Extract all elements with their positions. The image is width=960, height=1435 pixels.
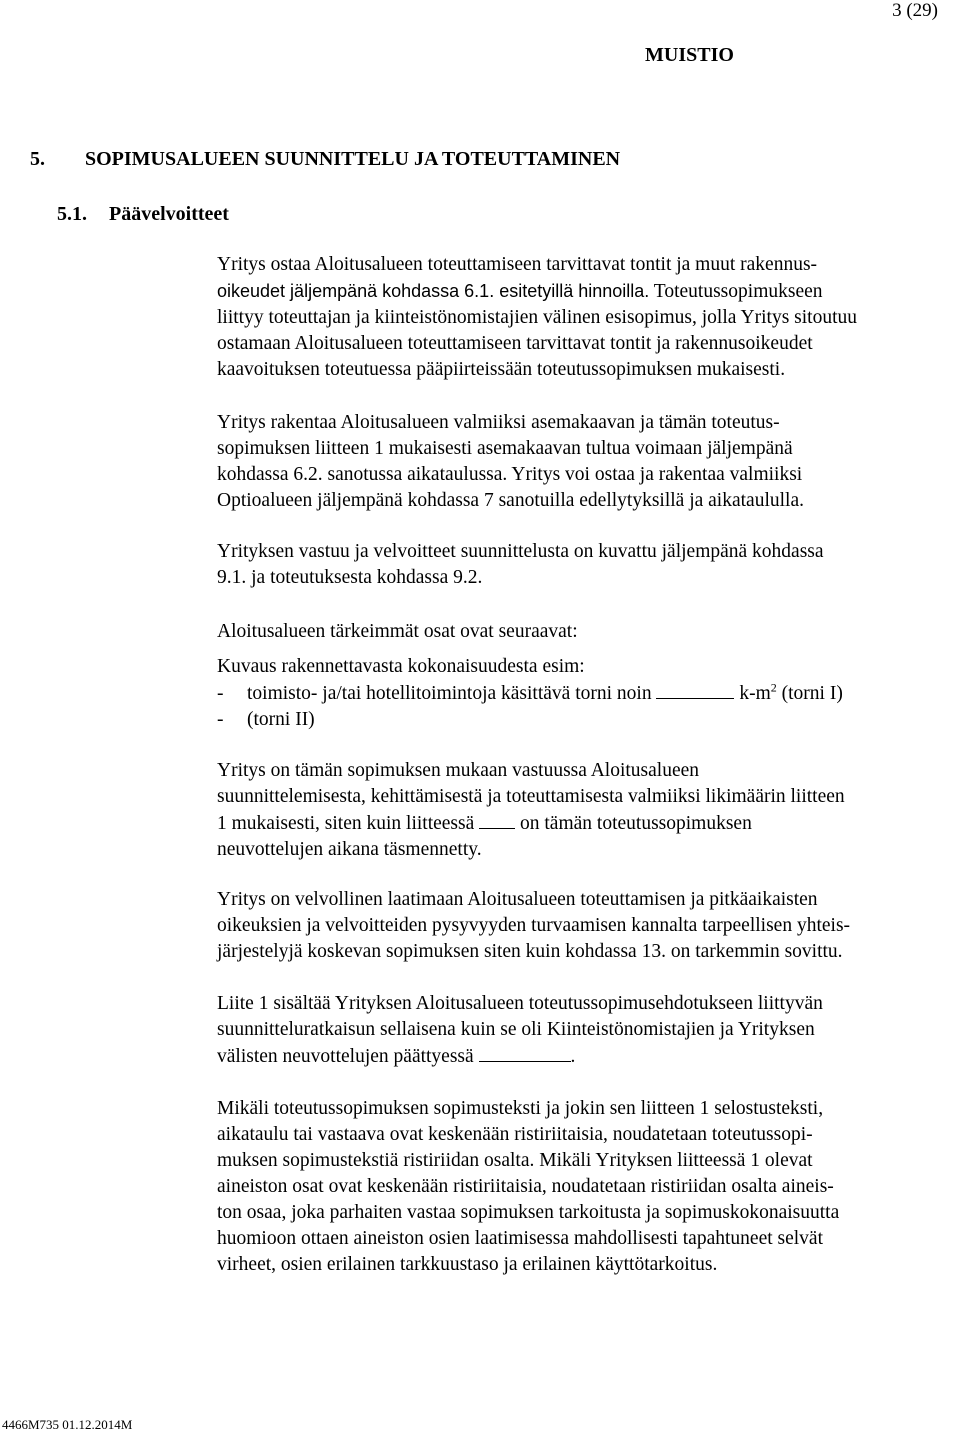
text-line: Optioalueen jäljempänä kohdassa 7 sanotuilla edellytyksillä ja aikataululla. <box>217 490 804 511</box>
blank-field <box>656 680 734 699</box>
footer-doc-id: 4466M735 01.12.2014M <box>2 1417 133 1432</box>
blank-field <box>479 1043 571 1062</box>
text-line: Yrityksen vastuu ja velvoitteet suunnittelusta on kuvattu jäljempänä kohdassa <box>217 541 824 562</box>
paragraph-5 <box>217 654 843 733</box>
text-line: Yritys rakentaa Aloitusalueen valmiiksi asemakaavan ja tämän toteutus- <box>217 412 780 433</box>
list-item <box>217 680 843 707</box>
list-item-text: toimisto- ja/tai hotellitoimintoja käsittävä torni noin <box>247 683 652 704</box>
text-line: muksen sopimustekstiä ristiriidan osalta. Mikäli Yrityksen liitteessä 1 olevat <box>217 1150 813 1171</box>
paragraph-1 <box>217 252 857 383</box>
text-line: liittyy toteuttajan ja kiinteistönomistajien välinen esisopimus, jolla Yritys sitoutuu <box>217 307 858 328</box>
text-fragment: välisten neuvottelujen päättyessä <box>217 1046 474 1067</box>
paragraph-6 <box>217 758 845 863</box>
text-line: virheet, osien erilainen tarkkuustaso ja erilainen käyttötarkoitus. <box>217 1254 718 1275</box>
paragraph-3 <box>217 539 824 591</box>
text-line: Yritys on velvollinen laatimaan Aloitusalueen toteuttamisen ja pitkäaikaisten <box>217 889 818 910</box>
section-title: SOPIMUSALUEEN SUUNNITTELU JA TOTEUTTAMINEN <box>85 148 621 170</box>
text-line: huomioon ottaen aineiston osien laatimisessa mahdollisesti tapahtuneet selvät <box>217 1228 823 1249</box>
text-line: Yritys ostaa Aloitusalueen toteuttamiseen tarvittavat tontit ja muut rakennus- <box>217 254 818 275</box>
list-item-tail: (torni I) <box>781 683 843 704</box>
text-line: Liite 1 sisältää Yrityksen Aloitusalueen toteutussopimusehdotukseen liittyvän <box>217 993 823 1014</box>
text-line: neuvottelujen aikana täsmennetty. <box>217 839 482 860</box>
paragraph-9 <box>217 1096 839 1278</box>
text-line: Kuvaus rakennettavasta kokonaisuudesta esim: <box>217 656 585 677</box>
text-line: järjestelyjä koskevan sopimuksen siten kuin kohdassa 13. on tarkemmin sovittu. <box>217 941 843 962</box>
page-number: 3 (29) <box>892 0 938 21</box>
text-line <box>217 1043 823 1070</box>
subsection-title: Päävelvoitteet <box>109 203 229 225</box>
section-number: 5. <box>30 148 45 170</box>
text-fragment: on tämän toteutussopimuksen <box>520 813 752 834</box>
text-line: oikeuksien ja velvoitteiden pysyvyyden turvaamisen kannalta tarpeellisen yhteis- <box>217 915 851 936</box>
text-line: kohdassa 6.2. sanotussa aikataulussa. Yritys voi ostaa ja rakentaa valmiiksi <box>217 464 803 485</box>
subsection-number: 5.1. <box>57 203 87 225</box>
text-line: aikataulu tai vastaava ovat keskenään ristiriitaisia, noudatetaan toteutussopi- <box>217 1124 813 1145</box>
paragraph-7 <box>217 887 850 965</box>
list-dash: - <box>217 683 224 704</box>
text-line: Mikäli toteutussopimuksen sopimusteksti ja jokin sen liitteen 1 selostusteksti, <box>217 1098 824 1119</box>
text-line: ton osaa, joka parhaiten vastaa sopimuksen tarkoitusta ja sopimuskokonaisuutta <box>217 1202 840 1223</box>
text-line <box>217 278 857 305</box>
text-fragment: 1 mukaisesti, siten kuin liitteessä <box>217 813 475 834</box>
list-item <box>217 707 843 733</box>
text-line: aineiston osat ovat keskenään ristiriitaisia, noudatetaan ristiriidan osalta aineis- <box>217 1176 834 1197</box>
paragraph-4 <box>217 619 578 645</box>
text-line: suunnittelemisesta, kehittämisestä ja toteuttamisesta valmiiksi likimäärin liitteen <box>217 786 845 807</box>
unit-label: k-m <box>739 683 771 704</box>
text-fragment: Toteutussopimukseen <box>649 281 823 302</box>
text-line: Yritys on tämän sopimuksen mukaan vastuussa Aloitusalueen <box>217 760 700 781</box>
text-line: suunnitteluratkaisun sellaisena kuin se oli Kiinteistönomistajien ja Yrityksen <box>217 1019 815 1040</box>
text-fragment: . <box>570 1046 576 1067</box>
section-heading <box>30 148 620 171</box>
unit-superscript: 2 <box>770 680 777 695</box>
text-line: 9.1. ja toteutuksesta kohdassa 9.2. <box>217 567 483 588</box>
text-line: Aloitusalueen tärkeimmät osat ovat seuraavat: <box>217 621 578 642</box>
paragraph-8 <box>217 991 823 1070</box>
text-line: ostamaan Aloitusalueen toteuttamiseen tarvittavat tontit ja rakennusoikeudet <box>217 333 813 354</box>
text-line: sopimuksen liitteen 1 mukaisesti asemakaavan tultua voimaan jäljempänä <box>217 438 793 459</box>
list-dash: - <box>217 709 224 730</box>
document-type: MUISTIO <box>645 44 734 66</box>
text-fragment: oikeudet jäljempänä kohdassa 6.1. esitetyillä hinnoilla. <box>217 281 650 301</box>
subsection-heading <box>57 203 229 226</box>
text-line: kaavoituksen toteutuessa pääpiirteissään toteutussopimuksen mukaisesti. <box>217 359 786 380</box>
blank-field <box>479 810 515 829</box>
text-line <box>217 810 845 837</box>
paragraph-2 <box>217 410 804 514</box>
list-item-text: (torni II) <box>247 709 315 730</box>
